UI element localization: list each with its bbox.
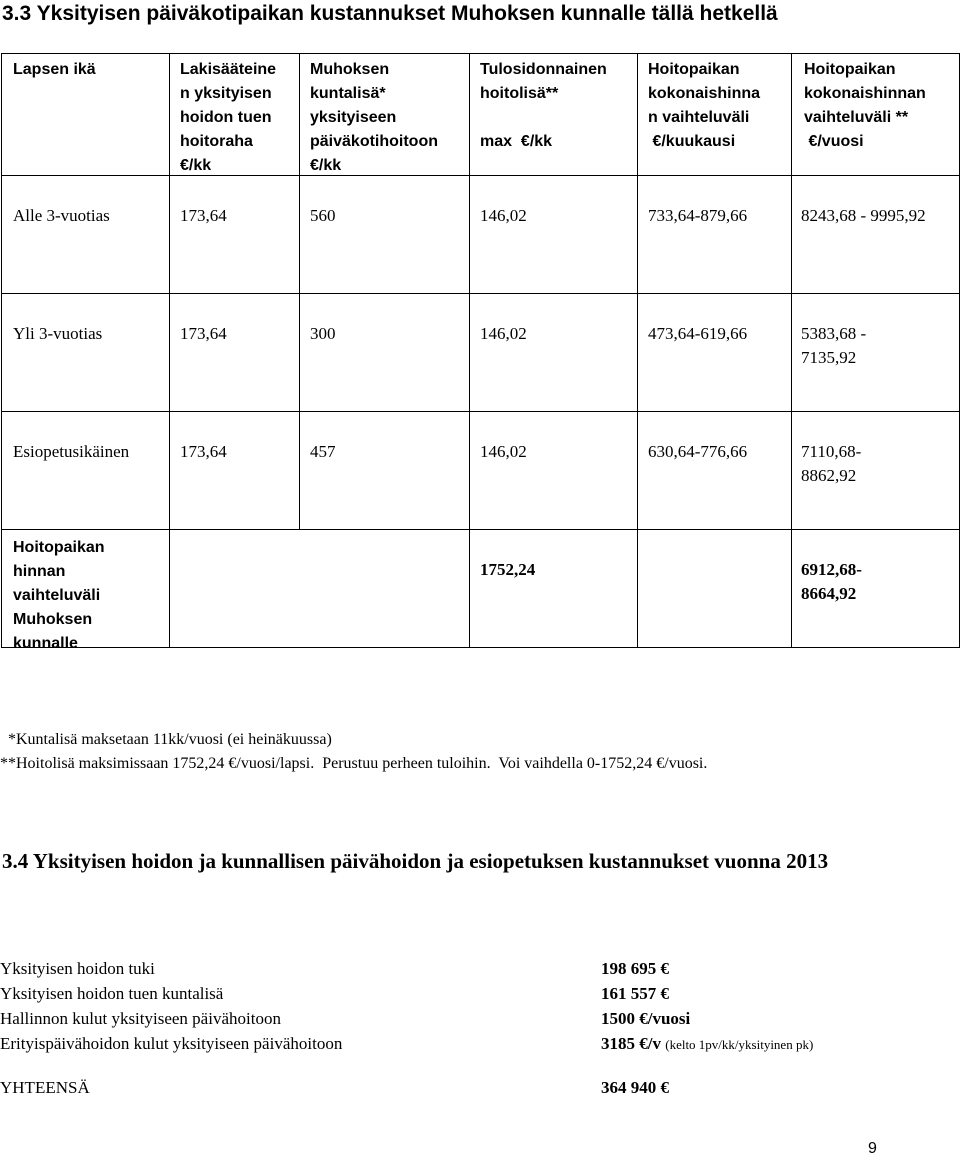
section2-title: 3.4 Yksityisen hoidon ja kunnallisen päivähoidon ja esiopetuksen kustannukset vuonna 2013 — [2, 849, 829, 873]
cost-label: Erityispäivähoidon kulut yksityiseen päivähoitoon — [0, 1034, 343, 1053]
section-title: 3.3 Yksityisen päiväkotipaikan kustannukset Muhoksen kunnalle tällä hetkellä — [2, 2, 778, 25]
cell-value: 146,02 — [480, 442, 527, 461]
column-header-line: max €/kk — [480, 133, 553, 150]
table-cell — [792, 294, 960, 412]
cost-label: Yksityisen hoidon tuki — [0, 959, 155, 978]
footnote: *Kuntalisä maksetaan 11kk/vuosi (ei heinäkuussa) — [0, 731, 332, 748]
table-cell — [300, 294, 470, 412]
column-header-line: hoitolisä** — [480, 85, 559, 102]
column-header-line: yksityiseen — [310, 109, 397, 126]
table-cell — [2, 412, 170, 530]
cost-value: 161 557 € — [601, 984, 669, 1003]
table-row — [2, 412, 960, 530]
row-label: Yli 3-vuotias — [13, 324, 103, 343]
column-header-line: Muhoksen — [310, 61, 390, 78]
table-footnotes — [0, 728, 707, 776]
column-header-line: €/kk — [310, 157, 342, 174]
table-cell — [638, 412, 792, 530]
table-row — [2, 176, 960, 294]
table-cell — [170, 294, 300, 412]
table-cell — [792, 176, 960, 294]
summary-yearly: 6912,68- 8664,92 — [801, 560, 862, 603]
column-header-line — [480, 106, 607, 130]
cell-value: 5383,68 - 7135,92 — [801, 324, 867, 367]
cell-value: 173,64 — [180, 442, 227, 461]
row-label: Esiopetusikäinen — [13, 442, 130, 461]
table-row — [2, 294, 960, 412]
column-header-line: kokonaishinna — [648, 85, 761, 102]
table-header-row — [2, 54, 960, 176]
table-cell — [2, 176, 170, 294]
table-cell — [470, 294, 638, 412]
table-cell — [170, 176, 300, 294]
table-cell — [638, 176, 792, 294]
cell-value: 173,64 — [180, 324, 227, 343]
cost-value-amount: 3185 €/v — [601, 1034, 661, 1053]
column-header-line: €/vuosi — [804, 133, 864, 150]
column-header-line: hoitoraha — [180, 133, 253, 150]
column-header — [170, 54, 300, 176]
column-header-line: €/kuukausi — [648, 133, 736, 150]
cell-value: 146,02 — [480, 324, 527, 343]
column-header-line: n vaihteluväli — [648, 109, 750, 126]
table-cell — [300, 412, 470, 530]
cost-value: 1500 €/vuosi — [601, 1009, 691, 1028]
row-label: Alle 3-vuotias — [13, 206, 110, 225]
cell-value: 7110,68- 8862,92 — [801, 442, 862, 485]
column-header-line: Hoitopaikan — [804, 61, 896, 78]
cost-table — [1, 53, 960, 652]
table-cell — [470, 412, 638, 530]
table-cell — [2, 294, 170, 412]
table-cell — [792, 412, 960, 530]
column-header-line: Lapsen ikä — [13, 61, 96, 78]
cost-note: (kelto 1pv/kk/yksityinen pk) — [665, 1037, 814, 1052]
column-header — [300, 54, 470, 176]
cell-value: 630,64-776,66 — [648, 442, 748, 461]
table-cell — [638, 294, 792, 412]
cell-value: 173,64 — [180, 206, 227, 225]
summary-label: Hoitopaikan hinnan vaihteluväli Muhoksen kunnalle — [13, 539, 105, 652]
cost-value: 198 695 € — [601, 959, 669, 978]
column-header — [792, 54, 960, 176]
cell-value: 146,02 — [480, 206, 527, 225]
column-header-line: päiväkotihoitoon — [310, 133, 438, 150]
cell-value: 473,64-619,66 — [648, 324, 748, 343]
column-header-line: n yksityisen — [180, 85, 272, 102]
column-header-line: Hoitopaikan — [648, 61, 740, 78]
page-number: 9 — [868, 1140, 877, 1157]
table-summary-row — [2, 530, 960, 648]
column-header — [2, 54, 170, 176]
column-header-line: €/kk — [180, 157, 212, 174]
column-header-line: kuntalisä* — [310, 85, 386, 102]
column-header — [638, 54, 792, 176]
cell-value: 560 — [310, 206, 336, 225]
column-header-line: vaihteluväli ** — [804, 109, 909, 126]
cell-value: 733,64-879,66 — [648, 206, 748, 225]
total-value: 364 940 € — [601, 1078, 669, 1097]
column-header — [470, 54, 638, 176]
summary-monthly: 1752,24 — [480, 560, 536, 579]
cell-value: 8243,68 - 9995,92 — [801, 206, 926, 225]
column-header-line: hoidon tuen — [180, 109, 272, 126]
total-label: YHTEENSÄ — [0, 1078, 90, 1097]
cost-label: Hallinnon kulut yksityiseen päivähoitoon — [0, 1009, 281, 1028]
table-cell — [170, 412, 300, 530]
cell-value: 300 — [310, 324, 336, 343]
cell-value: 457 — [310, 442, 336, 461]
cost-label: Yksityisen hoidon tuen kuntalisä — [0, 984, 224, 1003]
cost-value — [601, 1034, 813, 1054]
column-header-line: Lakisääteine — [180, 61, 277, 78]
footnote: **Hoitolisä maksimissaan 1752,24 €/vuosi/lapsi. Perustuu perheen tuloihin. Voi vaihdella 0-1752,24 €/vuosi. — [0, 755, 708, 772]
column-header-line: Tulosidonnainen — [480, 61, 607, 78]
table-cell — [300, 176, 470, 294]
column-header-line: kokonaishinnan — [804, 85, 926, 102]
table-cell — [470, 176, 638, 294]
